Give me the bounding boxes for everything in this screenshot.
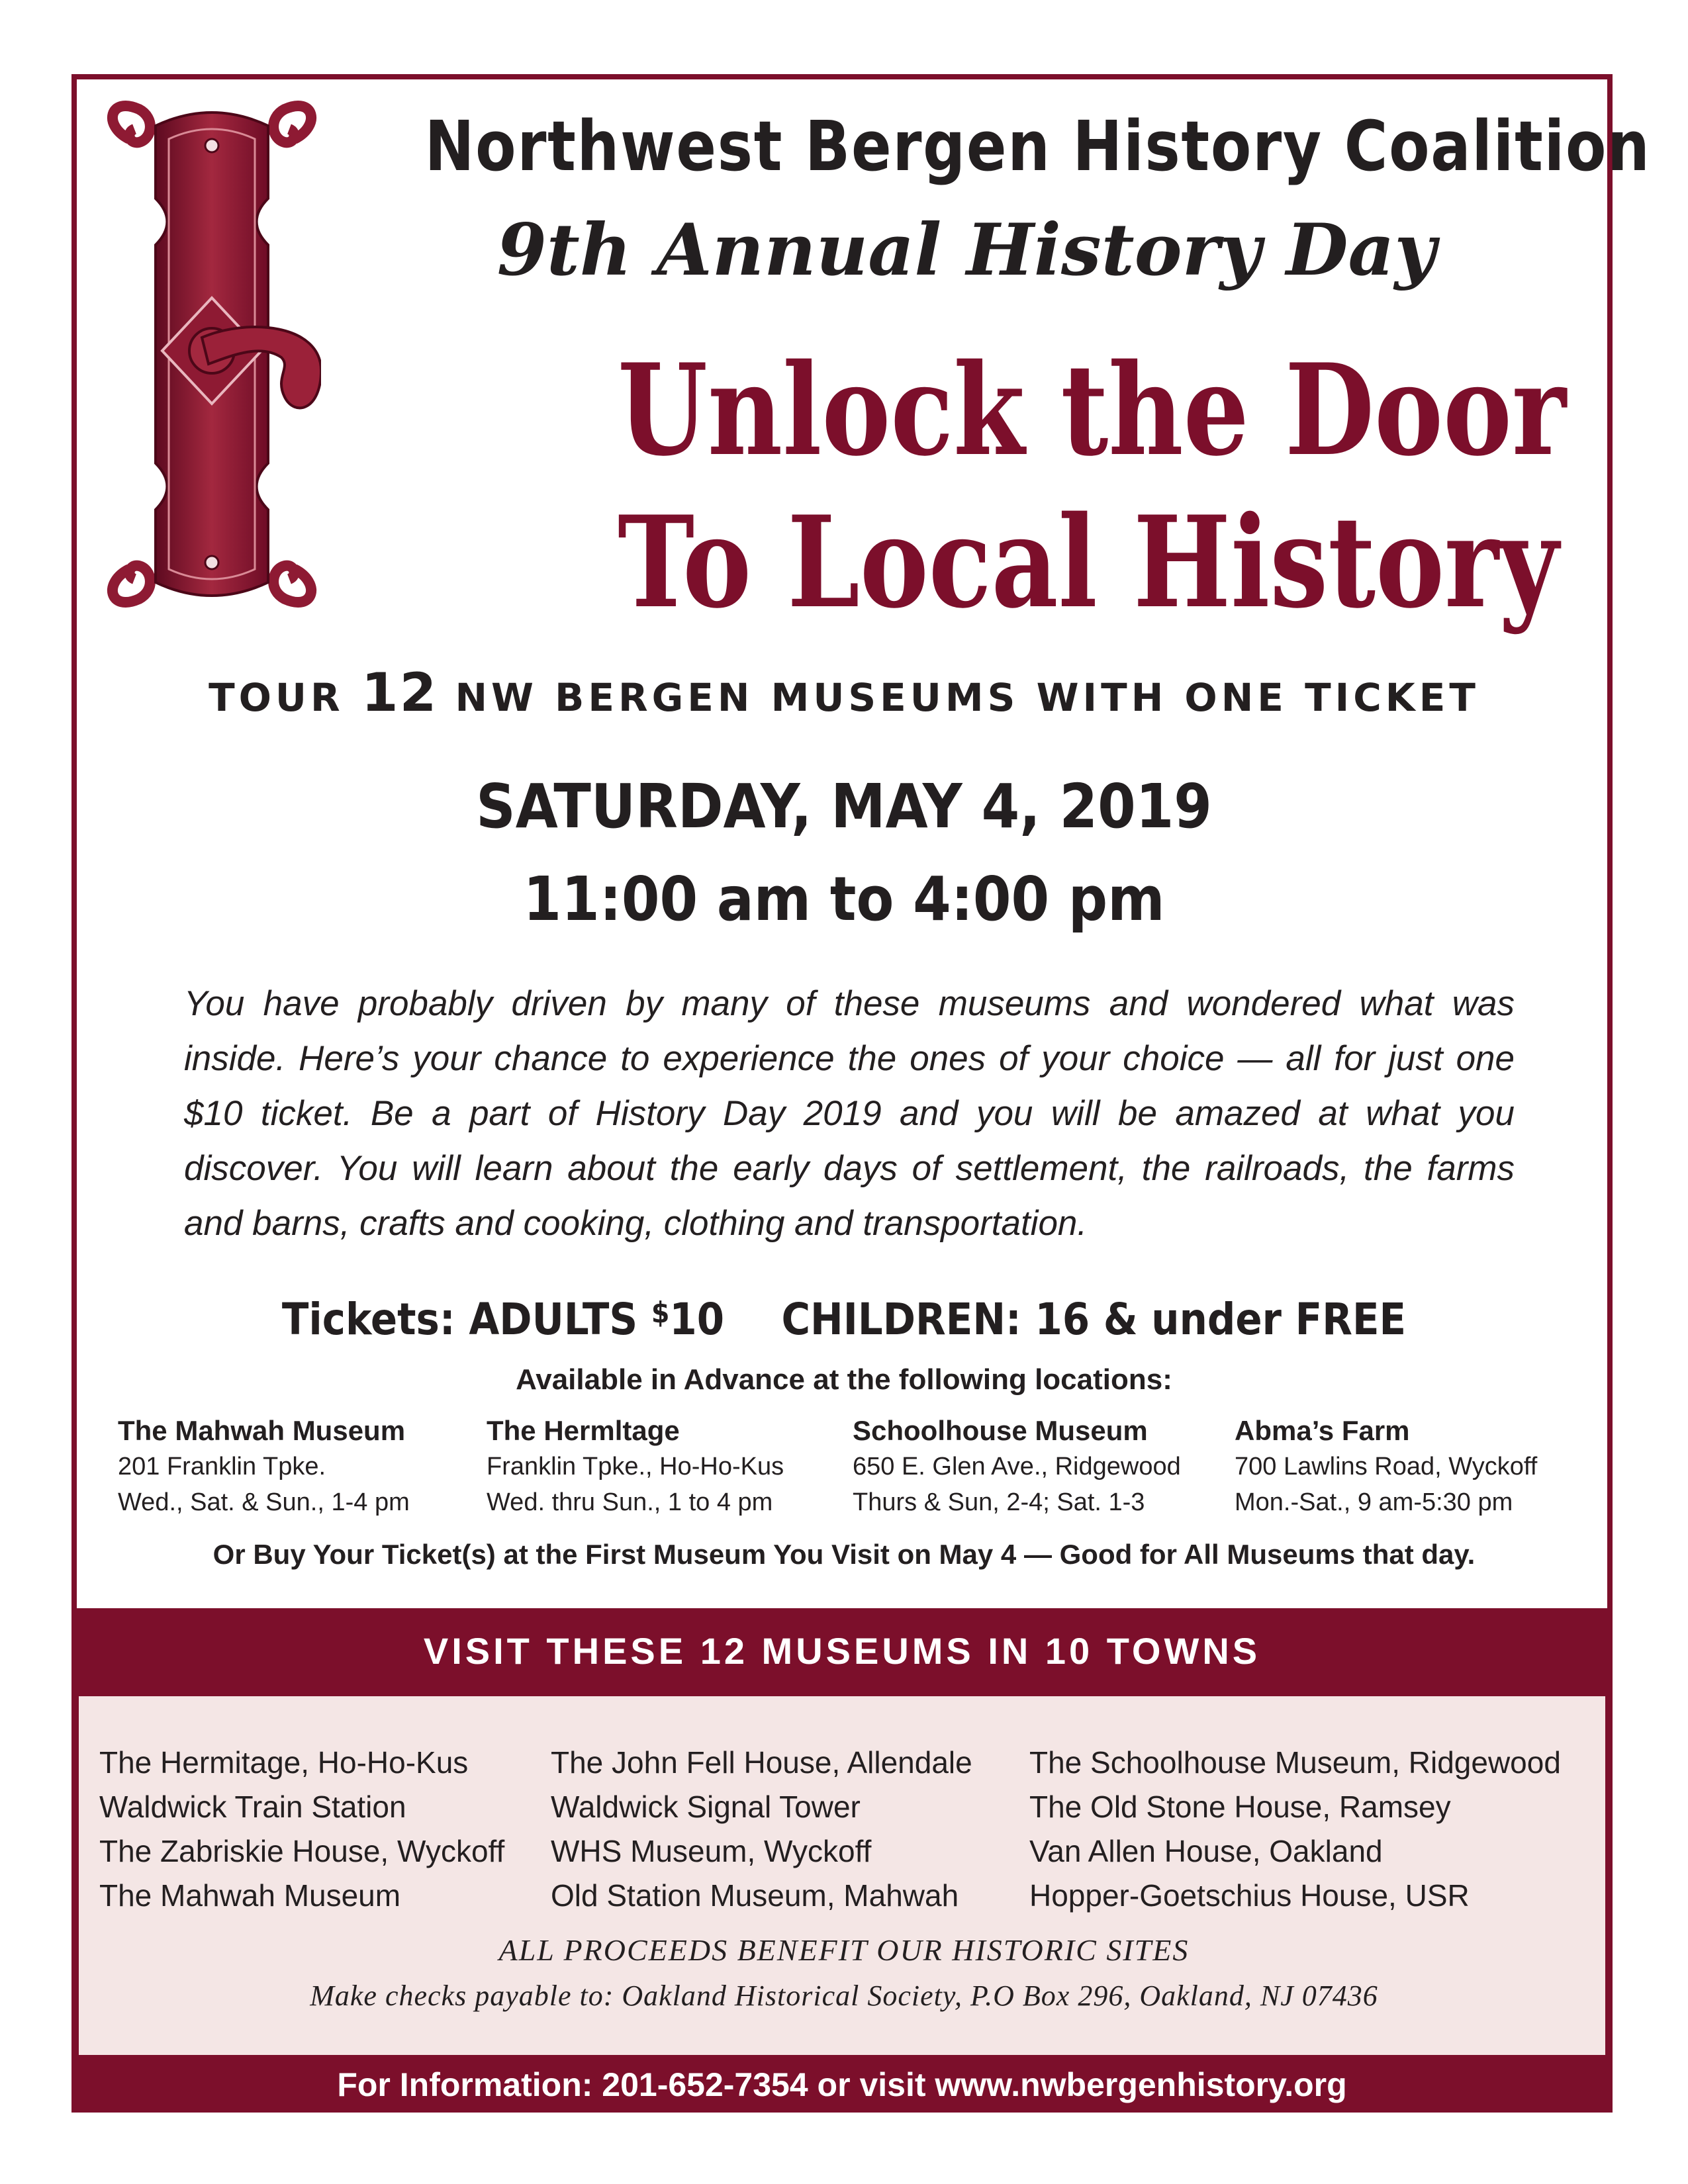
location-name: Abma’s Farm bbox=[1235, 1415, 1410, 1446]
buy-note: Or Buy Your Ticket(s) at the First Museum You Visit on May 4 — Good for All Museums that day. bbox=[212, 1539, 1476, 1570]
location-address: 201 Franklin Tpke. bbox=[118, 1453, 326, 1480]
location-hours: Wed. thru Sun., 1 to 4 pm bbox=[487, 1488, 773, 1516]
currency-symbol: $ bbox=[651, 1296, 670, 1330]
location-hours: Thurs & Sun, 2-4; Sat. 1-3 bbox=[853, 1488, 1145, 1516]
location-name: Schoolhouse Museum bbox=[853, 1415, 1148, 1446]
location-address: Franklin Tpke., Ho-Ho-Kus bbox=[487, 1453, 784, 1480]
tour-count: 12 bbox=[361, 662, 438, 723]
event-date: SATURDAY, MAY 4, 2019 bbox=[476, 771, 1212, 842]
museum-list-item: The Old Stone House, Ramsey bbox=[1029, 1790, 1451, 1824]
museum-list-item: The Zabriskie House, Wyckoff bbox=[99, 1834, 505, 1868]
location-item bbox=[118, 1413, 410, 1520]
location-address: 700 Lawlins Road, Wyckoff bbox=[1235, 1453, 1538, 1480]
headline-line-1: Unlock the Door bbox=[618, 336, 1567, 484]
museum-list-item: WHS Museum, Wyckoff bbox=[551, 1834, 872, 1868]
tour-tagline bbox=[132, 662, 1556, 723]
museum-list-item: Waldwick Signal Tower bbox=[551, 1790, 861, 1824]
location-hours: Mon.-Sat., 9 am-5:30 pm bbox=[1235, 1488, 1513, 1516]
museum-list-item: Old Station Museum, Mahwah bbox=[551, 1878, 959, 1913]
museum-list-item: The Hermitage, Ho-Ho-Kus bbox=[99, 1745, 469, 1780]
advance-note: Available in Advance at the following locations: bbox=[516, 1363, 1172, 1396]
door-handle-icon bbox=[103, 99, 321, 609]
museum-list-item: The Mahwah Museum bbox=[99, 1878, 401, 1913]
children-price: CHILDREN: 16 & under FREE bbox=[781, 1294, 1407, 1345]
location-address: 650 E. Glen Ave., Ridgewood bbox=[853, 1453, 1181, 1480]
adults-label: Tickets: ADULTS bbox=[281, 1294, 638, 1345]
footer-contact: For Information: 201-652-7354 or visit www.nwbergenhistory.org bbox=[71, 2057, 1613, 2113]
tour-prefix: TOUR bbox=[209, 675, 344, 720]
location-item bbox=[487, 1413, 784, 1520]
museum-list-item: Waldwick Train Station bbox=[99, 1790, 406, 1824]
adult-price: 10 bbox=[669, 1294, 725, 1345]
intro-paragraph: You have probably driven by many of these museums and wondered what was inside. Here’s your chance to experience the ones of your choice — all for just one $10 ticket. Be a part of History Day 2019 and you will be amazed at what you discover. You will learn about the early days of settlement, the railroads, the farms and barns, crafts and cooking, clothing and transportation. bbox=[184, 984, 1515, 1243]
location-name: The Mahwah Museum bbox=[118, 1415, 406, 1446]
museum-column-2 bbox=[551, 1741, 972, 1918]
checks-note: Make checks payable to: Oakland Historical Society, P.O Box 296, Oakland, NJ 07436 bbox=[310, 1979, 1378, 2012]
museum-list-item: The John Fell House, Allendale bbox=[551, 1745, 972, 1780]
headline-line-2: To Local History bbox=[618, 488, 1559, 636]
museum-list-item: The Schoolhouse Museum, Ridgewood bbox=[1029, 1745, 1561, 1780]
location-name: The Hermltage bbox=[487, 1415, 680, 1446]
museum-list-item: Van Allen House, Oakland bbox=[1029, 1834, 1383, 1868]
museum-list-item: Hopper-Goetschius House, USR bbox=[1029, 1878, 1470, 1913]
tour-suffix: NW BERGEN MUSEUMS WITH ONE TICKET bbox=[455, 675, 1479, 720]
proceeds-note: ALL PROCEEDS BENEFIT OUR HISTORIC SITES bbox=[498, 1933, 1190, 1967]
organization-title: Northwest Bergen History Coalition bbox=[424, 106, 1651, 187]
museum-column-3 bbox=[1029, 1741, 1561, 1918]
ticket-prices bbox=[174, 1294, 1515, 1345]
museum-column-1 bbox=[99, 1741, 504, 1918]
museums-heading: VISIT THESE 12 MUSEUMS IN 10 TOWNS bbox=[71, 1608, 1613, 1694]
location-item bbox=[1235, 1413, 1537, 1520]
location-hours: Wed., Sat. & Sun., 1-4 pm bbox=[118, 1488, 410, 1516]
event-time: 11:00 am to 4:00 pm bbox=[523, 864, 1165, 934]
location-item bbox=[853, 1413, 1181, 1520]
event-subtitle: 9th Annual History Day bbox=[496, 208, 1436, 292]
